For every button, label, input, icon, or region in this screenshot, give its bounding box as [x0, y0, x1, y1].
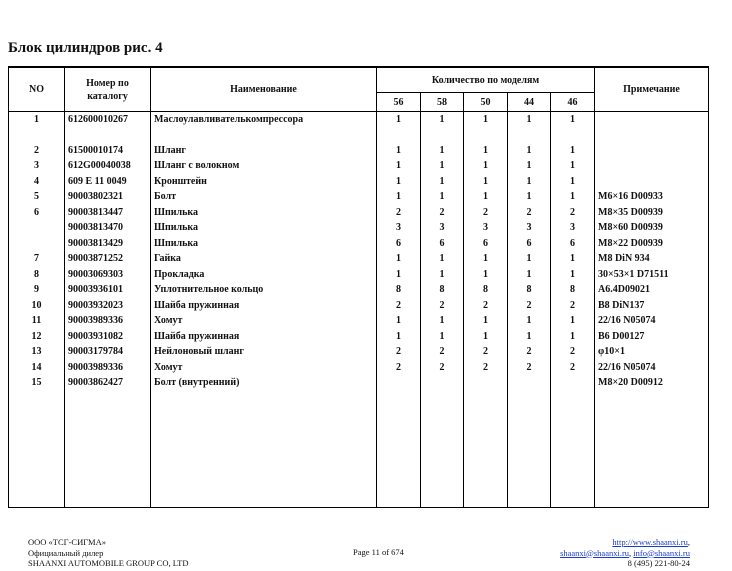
header-model: 44 [508, 93, 551, 112]
row-catalog-number: 90003802321 [65, 189, 151, 205]
row-qty: 1 [508, 158, 551, 174]
row-note: 30×53×1 D71511 [595, 267, 709, 283]
row-name: Хомут [151, 313, 377, 329]
header-note: Примечание [595, 67, 709, 112]
spacer-cell [377, 128, 421, 143]
row-note [595, 143, 709, 159]
row-qty: 2 [421, 344, 464, 360]
header-name: Наименование [151, 67, 377, 112]
row-name: Маслоулавливателькомпрессора [151, 112, 377, 128]
row-name: Кронштейн [151, 174, 377, 190]
row-note: M8×35 D00939 [595, 205, 709, 221]
spacer-cell [9, 128, 65, 143]
row-note: B8 DiN137 [595, 298, 709, 314]
row-qty: 1 [508, 329, 551, 345]
row-qty: 1 [377, 189, 421, 205]
row-name: Уплотнительное кольцо [151, 282, 377, 298]
row-qty: 2 [464, 205, 508, 221]
row-catalog-number: 612G00040038 [65, 158, 151, 174]
row-note: φ10×1 [595, 344, 709, 360]
empty-cell [421, 391, 464, 508]
row-qty [421, 375, 464, 391]
empty-cell [377, 391, 421, 508]
row-catalog-number: 90003931082 [65, 329, 151, 345]
footer-company-block [28, 537, 189, 569]
row-qty: 1 [508, 189, 551, 205]
row-qty: 1 [377, 329, 421, 345]
row-note: M6×16 D00933 [595, 189, 709, 205]
row-no: 9 [9, 282, 65, 298]
row-qty: 1 [551, 313, 595, 329]
footer-website-link[interactable]: http://www.shaanxi.ru [612, 537, 688, 547]
row-qty: 1 [377, 313, 421, 329]
row-qty: 2 [464, 360, 508, 376]
row-name: Гайка [151, 251, 377, 267]
row-catalog-number: 90003989336 [65, 313, 151, 329]
row-qty: 6 [377, 236, 421, 252]
row-no: 11 [9, 313, 65, 329]
row-qty: 1 [508, 112, 551, 128]
row-catalog-number: 90003871252 [65, 251, 151, 267]
row-catalog-number: 90003936101 [65, 282, 151, 298]
row-no: 8 [9, 267, 65, 283]
header-model: 58 [421, 93, 464, 112]
row-qty: 1 [551, 143, 595, 159]
row-note: M8×20 D00912 [595, 375, 709, 391]
row-qty: 1 [551, 189, 595, 205]
row-qty: 2 [464, 344, 508, 360]
row-catalog-number: 90003069303 [65, 267, 151, 283]
table-row [9, 375, 709, 391]
table-row [9, 174, 709, 190]
row-note [595, 112, 709, 128]
table-row [9, 112, 709, 128]
spacer-cell [551, 128, 595, 143]
footer-email-link[interactable]: shaanxi@shaanxi.ru [560, 547, 630, 558]
spacer-cell [151, 128, 377, 143]
row-qty: 1 [421, 158, 464, 174]
footer-page-number: Page 11 of 674 [353, 547, 404, 557]
row-qty: 2 [464, 298, 508, 314]
footer-company: ООО «ТСГ-СИГМА» [28, 537, 106, 547]
row-qty: 2 [377, 360, 421, 376]
row-qty: 1 [551, 174, 595, 190]
row-qty: 1 [377, 174, 421, 190]
row-qty: 2 [508, 298, 551, 314]
row-qty: 8 [508, 282, 551, 298]
row-qty: 1 [421, 174, 464, 190]
header-no: NO [9, 67, 65, 112]
table-row [9, 158, 709, 174]
row-no: 14 [9, 360, 65, 376]
row-name: Шайба пружинная [151, 329, 377, 345]
header-catalog: Номер по каталогу [65, 67, 151, 112]
row-catalog-number: 90003179784 [65, 344, 151, 360]
row-catalog-number: 90003932023 [65, 298, 151, 314]
row-catalog-number: 90003989336 [65, 360, 151, 376]
row-qty [464, 375, 508, 391]
footer-email-link-info[interactable]: info@shaanxi.ru [633, 547, 690, 558]
row-qty: 3 [464, 220, 508, 236]
row-qty [508, 375, 551, 391]
row-qty: 1 [464, 267, 508, 283]
row-note: B6 D00127 [595, 329, 709, 345]
spacer-cell [65, 128, 151, 143]
row-qty: 6 [464, 236, 508, 252]
table-row [9, 313, 709, 329]
empty-cell [9, 391, 65, 508]
table-row [9, 360, 709, 376]
row-qty: 1 [421, 143, 464, 159]
row-no: 13 [9, 344, 65, 360]
row-qty: 1 [377, 112, 421, 128]
table-row [9, 267, 709, 283]
row-qty: 1 [377, 251, 421, 267]
row-no: 4 [9, 174, 65, 190]
header-model: 46 [551, 93, 595, 112]
row-qty: 8 [551, 282, 595, 298]
row-qty: 2 [377, 298, 421, 314]
row-qty: 1 [508, 267, 551, 283]
row-catalog-number: 90003813447 [65, 205, 151, 221]
empty-cell [65, 391, 151, 508]
footer-contacts [560, 537, 690, 569]
row-no: 10 [9, 298, 65, 314]
row-qty: 1 [464, 143, 508, 159]
row-no: 6 [9, 205, 65, 221]
row-qty: 1 [464, 112, 508, 128]
footer-dealer: Официальный дилер [28, 547, 104, 558]
footer-phone: 8 (495) 221-80-24 [627, 558, 690, 568]
row-qty: 3 [421, 220, 464, 236]
row-catalog-number: 90003813470 [65, 220, 151, 236]
row-qty: 3 [508, 220, 551, 236]
row-qty: 2 [508, 360, 551, 376]
table-row [9, 236, 709, 252]
row-qty: 2 [421, 298, 464, 314]
row-qty: 1 [464, 189, 508, 205]
row-name: Прокладка [151, 267, 377, 283]
row-qty: 2 [508, 344, 551, 360]
empty-cell [595, 391, 709, 508]
row-name: Хомут [151, 360, 377, 376]
row-name: Шайба пружинная [151, 298, 377, 314]
table-row [9, 220, 709, 236]
row-qty: 2 [377, 344, 421, 360]
row-note [595, 174, 709, 190]
table-row [9, 329, 709, 345]
table-row [9, 251, 709, 267]
row-note: A6.4D09021 [595, 282, 709, 298]
table-row [9, 189, 709, 205]
row-qty: 1 [464, 251, 508, 267]
row-catalog-number: 90003862427 [65, 375, 151, 391]
table-row [9, 143, 709, 159]
row-qty: 2 [551, 360, 595, 376]
row-qty: 1 [377, 267, 421, 283]
row-note: M8×22 D00939 [595, 236, 709, 252]
row-qty: 8 [377, 282, 421, 298]
row-qty: 6 [508, 236, 551, 252]
row-note: 22/16 N05074 [595, 360, 709, 376]
row-qty [377, 375, 421, 391]
row-qty: 1 [551, 251, 595, 267]
row-qty: 6 [421, 236, 464, 252]
row-qty: 1 [421, 112, 464, 128]
footer-email-separator: , [629, 547, 634, 558]
row-name: Шланг [151, 143, 377, 159]
empty-cell [151, 391, 377, 508]
row-no: 12 [9, 329, 65, 345]
row-note [595, 158, 709, 174]
row-no [9, 236, 65, 252]
row-qty: 1 [464, 329, 508, 345]
row-qty: 2 [508, 205, 551, 221]
row-catalog-number: 90003813429 [65, 236, 151, 252]
row-name: Шпилька [151, 205, 377, 221]
row-qty: 2 [551, 205, 595, 221]
footer-website-suffix: , [687, 537, 690, 547]
row-name: Нейлоновый шланг [151, 344, 377, 360]
row-qty: 1 [508, 251, 551, 267]
row-qty: 1 [464, 158, 508, 174]
row-name: Шланг с волокном [151, 158, 377, 174]
row-name: Шпилька [151, 220, 377, 236]
row-no: 5 [9, 189, 65, 205]
row-name: Шпилька [151, 236, 377, 252]
spacer-cell [595, 128, 709, 143]
empty-cell [464, 391, 508, 508]
empty-cell [508, 391, 551, 508]
row-qty: 1 [421, 313, 464, 329]
table-spacer-row [9, 128, 709, 143]
row-qty: 1 [464, 313, 508, 329]
row-qty: 8 [421, 282, 464, 298]
row-note: 22/16 N05074 [595, 313, 709, 329]
parts-table [8, 66, 709, 508]
row-qty: 1 [464, 174, 508, 190]
page-title: Блок цилиндров рис. 4 [8, 40, 163, 56]
row-no: 1 [9, 112, 65, 128]
table-row [9, 205, 709, 221]
row-catalog-number: 612600010267 [65, 112, 151, 128]
row-qty [551, 375, 595, 391]
table-row [9, 298, 709, 314]
row-qty: 1 [551, 267, 595, 283]
row-qty: 1 [551, 158, 595, 174]
row-qty: 1 [551, 329, 595, 345]
header-model: 50 [464, 93, 508, 112]
row-note: M8 DiN 934 [595, 251, 709, 267]
row-no: 2 [9, 143, 65, 159]
row-qty: 2 [377, 205, 421, 221]
row-no: 3 [9, 158, 65, 174]
row-catalog-number: 609 E 11 0049 [65, 174, 151, 190]
row-qty: 3 [551, 220, 595, 236]
row-no: 7 [9, 251, 65, 267]
row-qty: 1 [508, 174, 551, 190]
row-qty: 1 [421, 189, 464, 205]
spacer-cell [508, 128, 551, 143]
row-name: Болт [151, 189, 377, 205]
row-qty: 2 [421, 205, 464, 221]
table-row [9, 344, 709, 360]
row-note: M8×60 D00939 [595, 220, 709, 236]
table-empty-area [9, 391, 709, 508]
row-catalog-number: 61500010174 [65, 143, 151, 159]
footer-maker: SHAANXI AUTOMOBILE GROUP CO, LTD [28, 558, 189, 568]
row-qty: 1 [377, 143, 421, 159]
row-no: 15 [9, 375, 65, 391]
row-qty: 1 [508, 143, 551, 159]
spacer-cell [421, 128, 464, 143]
row-qty: 1 [508, 313, 551, 329]
header-qty-group: Количество по моделям [377, 67, 595, 93]
row-qty: 8 [464, 282, 508, 298]
header-model: 56 [377, 93, 421, 112]
row-qty: 2 [551, 344, 595, 360]
table-row [9, 282, 709, 298]
spacer-cell [464, 128, 508, 143]
row-qty: 1 [421, 329, 464, 345]
row-no [9, 220, 65, 236]
row-qty: 6 [551, 236, 595, 252]
row-qty: 2 [551, 298, 595, 314]
row-qty: 1 [421, 267, 464, 283]
empty-cell [551, 391, 595, 508]
row-qty: 1 [421, 251, 464, 267]
row-qty: 1 [377, 158, 421, 174]
row-qty: 1 [551, 112, 595, 128]
row-name: Болт (внутренний) [151, 375, 377, 391]
row-qty: 2 [421, 360, 464, 376]
row-qty: 3 [377, 220, 421, 236]
